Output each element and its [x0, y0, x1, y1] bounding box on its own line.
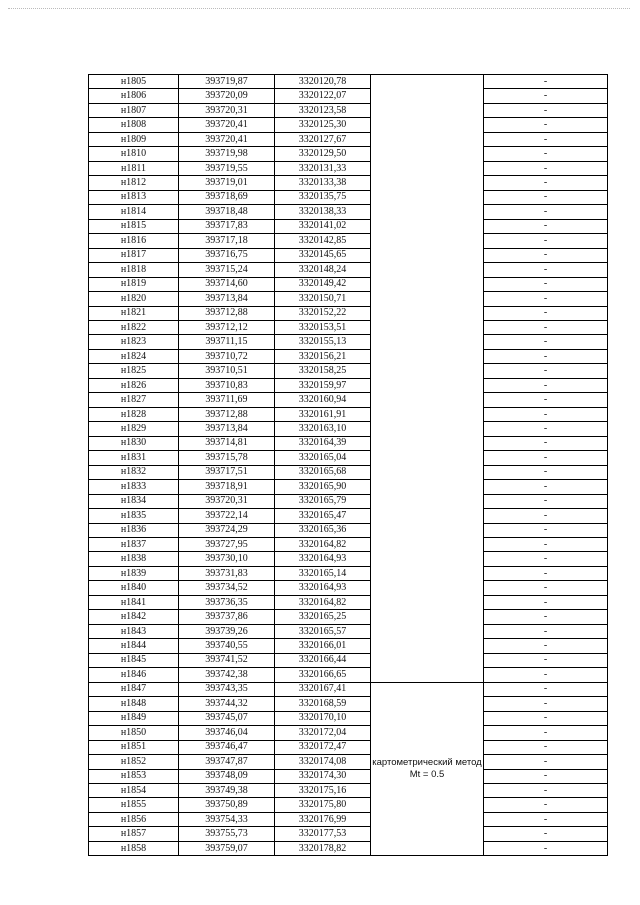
- table-row: [89, 610, 608, 624]
- dash-cell: -: [484, 783, 608, 797]
- point-id-cell: н1827: [89, 393, 179, 407]
- x-coord-cell: 393720,09: [179, 89, 275, 103]
- y-coord-cell: 3320178,82: [275, 841, 371, 855]
- table-row: [89, 277, 608, 291]
- x-coord-cell: 393719,01: [179, 176, 275, 190]
- point-id-cell: н1850: [89, 726, 179, 740]
- y-coord-cell: 3320177,53: [275, 827, 371, 841]
- x-coord-cell: 393715,24: [179, 263, 275, 277]
- x-coord-cell: 393718,48: [179, 205, 275, 219]
- point-id-cell: н1851: [89, 740, 179, 754]
- x-coord-cell: 393719,98: [179, 147, 275, 161]
- x-coord-cell: 393720,41: [179, 118, 275, 132]
- y-coord-cell: 3320159,97: [275, 378, 371, 392]
- dash-cell: -: [484, 682, 608, 696]
- table-row: [89, 378, 608, 392]
- x-coord-cell: 393743,35: [179, 682, 275, 696]
- point-id-cell: н1818: [89, 263, 179, 277]
- table-row: [89, 726, 608, 740]
- y-coord-cell: 3320155,13: [275, 335, 371, 349]
- point-id-cell: н1839: [89, 566, 179, 580]
- dash-cell: -: [484, 552, 608, 566]
- point-id-cell: н1817: [89, 248, 179, 262]
- table-row: [89, 841, 608, 855]
- dash-cell: -: [484, 378, 608, 392]
- dash-cell: -: [484, 364, 608, 378]
- x-coord-cell: 393736,35: [179, 595, 275, 609]
- x-coord-cell: 393737,86: [179, 610, 275, 624]
- y-coord-cell: 3320133,38: [275, 176, 371, 190]
- table-row: [89, 132, 608, 146]
- dash-cell: -: [484, 668, 608, 682]
- y-coord-cell: 3320158,25: [275, 364, 371, 378]
- table-row: [89, 682, 608, 696]
- table-row: [89, 320, 608, 334]
- x-coord-cell: 393713,84: [179, 422, 275, 436]
- y-coord-cell: 3320131,33: [275, 161, 371, 175]
- point-id-cell: н1854: [89, 783, 179, 797]
- scan-artifact-line: [8, 8, 630, 13]
- y-coord-cell: 3320166,01: [275, 639, 371, 653]
- point-id-cell: н1849: [89, 711, 179, 725]
- table-row: [89, 103, 608, 117]
- x-coord-cell: 393719,87: [179, 75, 275, 89]
- y-coord-cell: 3320165,79: [275, 494, 371, 508]
- x-coord-cell: 393714,60: [179, 277, 275, 291]
- x-coord-cell: 393739,26: [179, 624, 275, 638]
- dash-cell: -: [484, 132, 608, 146]
- dash-cell: -: [484, 205, 608, 219]
- y-coord-cell: 3320129,50: [275, 147, 371, 161]
- table-row: [89, 697, 608, 711]
- table-row: [89, 263, 608, 277]
- x-coord-cell: 393731,83: [179, 566, 275, 580]
- point-id-cell: н1833: [89, 480, 179, 494]
- y-coord-cell: 3320165,14: [275, 566, 371, 580]
- point-id-cell: н1806: [89, 89, 179, 103]
- dash-cell: -: [484, 538, 608, 552]
- x-coord-cell: 393745,07: [179, 711, 275, 725]
- table-row: [89, 509, 608, 523]
- dash-cell: -: [484, 624, 608, 638]
- table-row: [89, 538, 608, 552]
- point-id-cell: н1852: [89, 755, 179, 769]
- dash-cell: -: [484, 292, 608, 306]
- y-coord-cell: 3320165,04: [275, 451, 371, 465]
- y-coord-cell: 3320125,30: [275, 118, 371, 132]
- table-row: [89, 364, 608, 378]
- y-coord-cell: 3320167,41: [275, 682, 371, 696]
- dash-cell: -: [484, 263, 608, 277]
- x-coord-cell: 393710,51: [179, 364, 275, 378]
- y-coord-cell: 3320153,51: [275, 320, 371, 334]
- dash-cell: -: [484, 697, 608, 711]
- table-row: [89, 783, 608, 797]
- dash-cell: -: [484, 769, 608, 783]
- x-coord-cell: 393711,69: [179, 393, 275, 407]
- x-coord-cell: 393720,31: [179, 103, 275, 117]
- dash-cell: -: [484, 349, 608, 363]
- x-coord-cell: 393747,87: [179, 755, 275, 769]
- dash-cell: -: [484, 523, 608, 537]
- point-id-cell: н1811: [89, 161, 179, 175]
- dash-cell: -: [484, 436, 608, 450]
- point-id-cell: н1814: [89, 205, 179, 219]
- x-coord-cell: 393748,09: [179, 769, 275, 783]
- point-id-cell: н1844: [89, 639, 179, 653]
- dash-cell: -: [484, 812, 608, 826]
- table-row: [89, 827, 608, 841]
- table-row: [89, 349, 608, 363]
- x-coord-cell: 393718,69: [179, 190, 275, 204]
- table-row: [89, 393, 608, 407]
- x-coord-cell: 393710,83: [179, 378, 275, 392]
- x-coord-cell: 393717,18: [179, 234, 275, 248]
- x-coord-cell: 393727,95: [179, 538, 275, 552]
- y-coord-cell: 3320174,30: [275, 769, 371, 783]
- y-coord-cell: 3320123,58: [275, 103, 371, 117]
- y-coord-cell: 3320152,22: [275, 306, 371, 320]
- point-id-cell: н1820: [89, 292, 179, 306]
- point-id-cell: н1822: [89, 320, 179, 334]
- point-id-cell: н1845: [89, 653, 179, 667]
- table-row: [89, 465, 608, 479]
- y-coord-cell: 3320142,85: [275, 234, 371, 248]
- table-row: [89, 118, 608, 132]
- point-id-cell: н1848: [89, 697, 179, 711]
- y-coord-cell: 3320166,44: [275, 653, 371, 667]
- table-row: [89, 451, 608, 465]
- table-row: [89, 711, 608, 725]
- x-coord-cell: 393754,33: [179, 812, 275, 826]
- x-coord-cell: 393719,55: [179, 161, 275, 175]
- dash-cell: -: [484, 190, 608, 204]
- dash-cell: -: [484, 581, 608, 595]
- y-coord-cell: 3320166,65: [275, 668, 371, 682]
- x-coord-cell: 393717,83: [179, 219, 275, 233]
- point-id-cell: н1829: [89, 422, 179, 436]
- x-coord-cell: 393740,55: [179, 639, 275, 653]
- table-row: [89, 234, 608, 248]
- point-id-cell: н1836: [89, 523, 179, 537]
- table-row: [89, 740, 608, 754]
- x-coord-cell: 393710,72: [179, 349, 275, 363]
- y-coord-cell: 3320161,91: [275, 407, 371, 421]
- point-id-cell: н1821: [89, 306, 179, 320]
- table-row: [89, 176, 608, 190]
- point-id-cell: н1846: [89, 668, 179, 682]
- table-row: [89, 639, 608, 653]
- x-coord-cell: 393744,32: [179, 697, 275, 711]
- y-coord-cell: 3320165,57: [275, 624, 371, 638]
- dash-cell: -: [484, 755, 608, 769]
- table-row: [89, 306, 608, 320]
- dash-cell: -: [484, 118, 608, 132]
- coordinates-table-body: [89, 75, 608, 856]
- dash-cell: -: [484, 465, 608, 479]
- point-id-cell: н1812: [89, 176, 179, 190]
- x-coord-cell: 393714,81: [179, 436, 275, 450]
- y-coord-cell: 3320165,68: [275, 465, 371, 479]
- point-id-cell: н1813: [89, 190, 179, 204]
- point-id-cell: н1809: [89, 132, 179, 146]
- y-coord-cell: 3320141,02: [275, 219, 371, 233]
- table-row: [89, 75, 608, 89]
- dash-cell: -: [484, 494, 608, 508]
- dash-cell: -: [484, 566, 608, 580]
- y-coord-cell: 3320135,75: [275, 190, 371, 204]
- y-coord-cell: 3320120,78: [275, 75, 371, 89]
- table-row: [89, 480, 608, 494]
- point-id-cell: н1857: [89, 827, 179, 841]
- table-row: [89, 494, 608, 508]
- dash-cell: -: [484, 335, 608, 349]
- y-coord-cell: 3320148,24: [275, 263, 371, 277]
- point-id-cell: н1858: [89, 841, 179, 855]
- dash-cell: -: [484, 841, 608, 855]
- dash-cell: -: [484, 422, 608, 436]
- point-id-cell: н1853: [89, 769, 179, 783]
- x-coord-cell: 393711,15: [179, 335, 275, 349]
- y-coord-cell: 3320156,21: [275, 349, 371, 363]
- y-coord-cell: 3320170,10: [275, 711, 371, 725]
- x-coord-cell: 393755,73: [179, 827, 275, 841]
- dash-cell: -: [484, 827, 608, 841]
- point-id-cell: н1831: [89, 451, 179, 465]
- dash-cell: -: [484, 103, 608, 117]
- y-coord-cell: 3320172,47: [275, 740, 371, 754]
- point-id-cell: н1842: [89, 610, 179, 624]
- dash-cell: -: [484, 75, 608, 89]
- x-coord-cell: 393741,52: [179, 653, 275, 667]
- table-row: [89, 422, 608, 436]
- dash-cell: -: [484, 161, 608, 175]
- table-row: [89, 248, 608, 262]
- table-row: [89, 566, 608, 580]
- point-id-cell: н1807: [89, 103, 179, 117]
- y-coord-cell: 3320165,47: [275, 509, 371, 523]
- point-id-cell: н1847: [89, 682, 179, 696]
- x-coord-cell: 393716,75: [179, 248, 275, 262]
- y-coord-cell: 3320127,67: [275, 132, 371, 146]
- y-coord-cell: 3320165,25: [275, 610, 371, 624]
- dash-cell: -: [484, 320, 608, 334]
- point-id-cell: н1825: [89, 364, 179, 378]
- point-id-cell: н1835: [89, 509, 179, 523]
- x-coord-cell: 393722,14: [179, 509, 275, 523]
- x-coord-cell: 393712,88: [179, 407, 275, 421]
- table-row: [89, 755, 608, 769]
- point-id-cell: н1832: [89, 465, 179, 479]
- dash-cell: -: [484, 595, 608, 609]
- y-coord-cell: 3320150,71: [275, 292, 371, 306]
- y-coord-cell: 3320163,10: [275, 422, 371, 436]
- y-coord-cell: 3320145,65: [275, 248, 371, 262]
- point-id-cell: н1823: [89, 335, 179, 349]
- table-row: [89, 668, 608, 682]
- table-row: [89, 595, 608, 609]
- point-id-cell: н1843: [89, 624, 179, 638]
- table-row: [89, 769, 608, 783]
- point-id-cell: н1816: [89, 234, 179, 248]
- method-cell: картометрический метод Mt = 0.5: [371, 682, 484, 856]
- point-id-cell: н1830: [89, 436, 179, 450]
- y-coord-cell: 3320168,59: [275, 697, 371, 711]
- y-coord-cell: 3320174,08: [275, 755, 371, 769]
- dash-cell: -: [484, 798, 608, 812]
- dash-cell: -: [484, 147, 608, 161]
- point-id-cell: н1834: [89, 494, 179, 508]
- table-row: [89, 812, 608, 826]
- table-row: [89, 147, 608, 161]
- y-coord-cell: 3320164,93: [275, 581, 371, 595]
- y-coord-cell: 3320164,82: [275, 538, 371, 552]
- x-coord-cell: 393717,51: [179, 465, 275, 479]
- point-id-cell: н1824: [89, 349, 179, 363]
- table-row: [89, 624, 608, 638]
- table-row: [89, 292, 608, 306]
- dash-cell: -: [484, 306, 608, 320]
- point-id-cell: н1819: [89, 277, 179, 291]
- point-id-cell: н1837: [89, 538, 179, 552]
- x-coord-cell: 393742,38: [179, 668, 275, 682]
- y-coord-cell: 3320172,04: [275, 726, 371, 740]
- x-coord-cell: 393715,78: [179, 451, 275, 465]
- table-row: [89, 653, 608, 667]
- table-row: [89, 190, 608, 204]
- dash-cell: -: [484, 248, 608, 262]
- y-coord-cell: 3320149,42: [275, 277, 371, 291]
- y-coord-cell: 3320165,90: [275, 480, 371, 494]
- x-coord-cell: 393746,04: [179, 726, 275, 740]
- table-row: [89, 89, 608, 103]
- x-coord-cell: 393718,91: [179, 480, 275, 494]
- point-id-cell: н1841: [89, 595, 179, 609]
- table-row: [89, 219, 608, 233]
- y-coord-cell: 3320175,16: [275, 783, 371, 797]
- point-id-cell: н1840: [89, 581, 179, 595]
- x-coord-cell: 393746,47: [179, 740, 275, 754]
- y-coord-cell: 3320164,93: [275, 552, 371, 566]
- point-id-cell: н1838: [89, 552, 179, 566]
- x-coord-cell: 393749,38: [179, 783, 275, 797]
- dash-cell: -: [484, 653, 608, 667]
- dash-cell: -: [484, 480, 608, 494]
- point-id-cell: н1815: [89, 219, 179, 233]
- dash-cell: -: [484, 234, 608, 248]
- x-coord-cell: 393724,29: [179, 523, 275, 537]
- table-row: [89, 335, 608, 349]
- y-coord-cell: 3320165,36: [275, 523, 371, 537]
- dash-cell: -: [484, 740, 608, 754]
- y-coord-cell: 3320175,80: [275, 798, 371, 812]
- x-coord-cell: 393720,41: [179, 132, 275, 146]
- table-row: [89, 523, 608, 537]
- y-coord-cell: 3320122,07: [275, 89, 371, 103]
- point-id-cell: н1810: [89, 147, 179, 161]
- point-id-cell: н1856: [89, 812, 179, 826]
- y-coord-cell: 3320138,33: [275, 205, 371, 219]
- x-coord-cell: 393713,84: [179, 292, 275, 306]
- table-row: [89, 161, 608, 175]
- x-coord-cell: 393750,89: [179, 798, 275, 812]
- dash-cell: -: [484, 219, 608, 233]
- dash-cell: -: [484, 393, 608, 407]
- method-cell-empty: [371, 75, 484, 683]
- x-coord-cell: 393712,88: [179, 306, 275, 320]
- dash-cell: -: [484, 509, 608, 523]
- dash-cell: -: [484, 639, 608, 653]
- x-coord-cell: 393712,12: [179, 320, 275, 334]
- point-id-cell: н1805: [89, 75, 179, 89]
- table-row: [89, 581, 608, 595]
- dash-cell: -: [484, 451, 608, 465]
- coordinates-table: [88, 74, 608, 856]
- table-row: [89, 205, 608, 219]
- x-coord-cell: 393730,10: [179, 552, 275, 566]
- point-id-cell: н1828: [89, 407, 179, 421]
- y-coord-cell: 3320164,39: [275, 436, 371, 450]
- table-row: [89, 407, 608, 421]
- point-id-cell: н1808: [89, 118, 179, 132]
- table-row: [89, 798, 608, 812]
- dash-cell: -: [484, 711, 608, 725]
- table-row: [89, 552, 608, 566]
- table-row: [89, 436, 608, 450]
- dash-cell: -: [484, 176, 608, 190]
- y-coord-cell: 3320176,99: [275, 812, 371, 826]
- dash-cell: -: [484, 726, 608, 740]
- dash-cell: -: [484, 610, 608, 624]
- y-coord-cell: 3320164,82: [275, 595, 371, 609]
- dash-cell: -: [484, 89, 608, 103]
- x-coord-cell: 393720,31: [179, 494, 275, 508]
- dash-cell: -: [484, 277, 608, 291]
- point-id-cell: н1855: [89, 798, 179, 812]
- x-coord-cell: 393759,07: [179, 841, 275, 855]
- y-coord-cell: 3320160,94: [275, 393, 371, 407]
- x-coord-cell: 393734,52: [179, 581, 275, 595]
- dash-cell: -: [484, 407, 608, 421]
- point-id-cell: н1826: [89, 378, 179, 392]
